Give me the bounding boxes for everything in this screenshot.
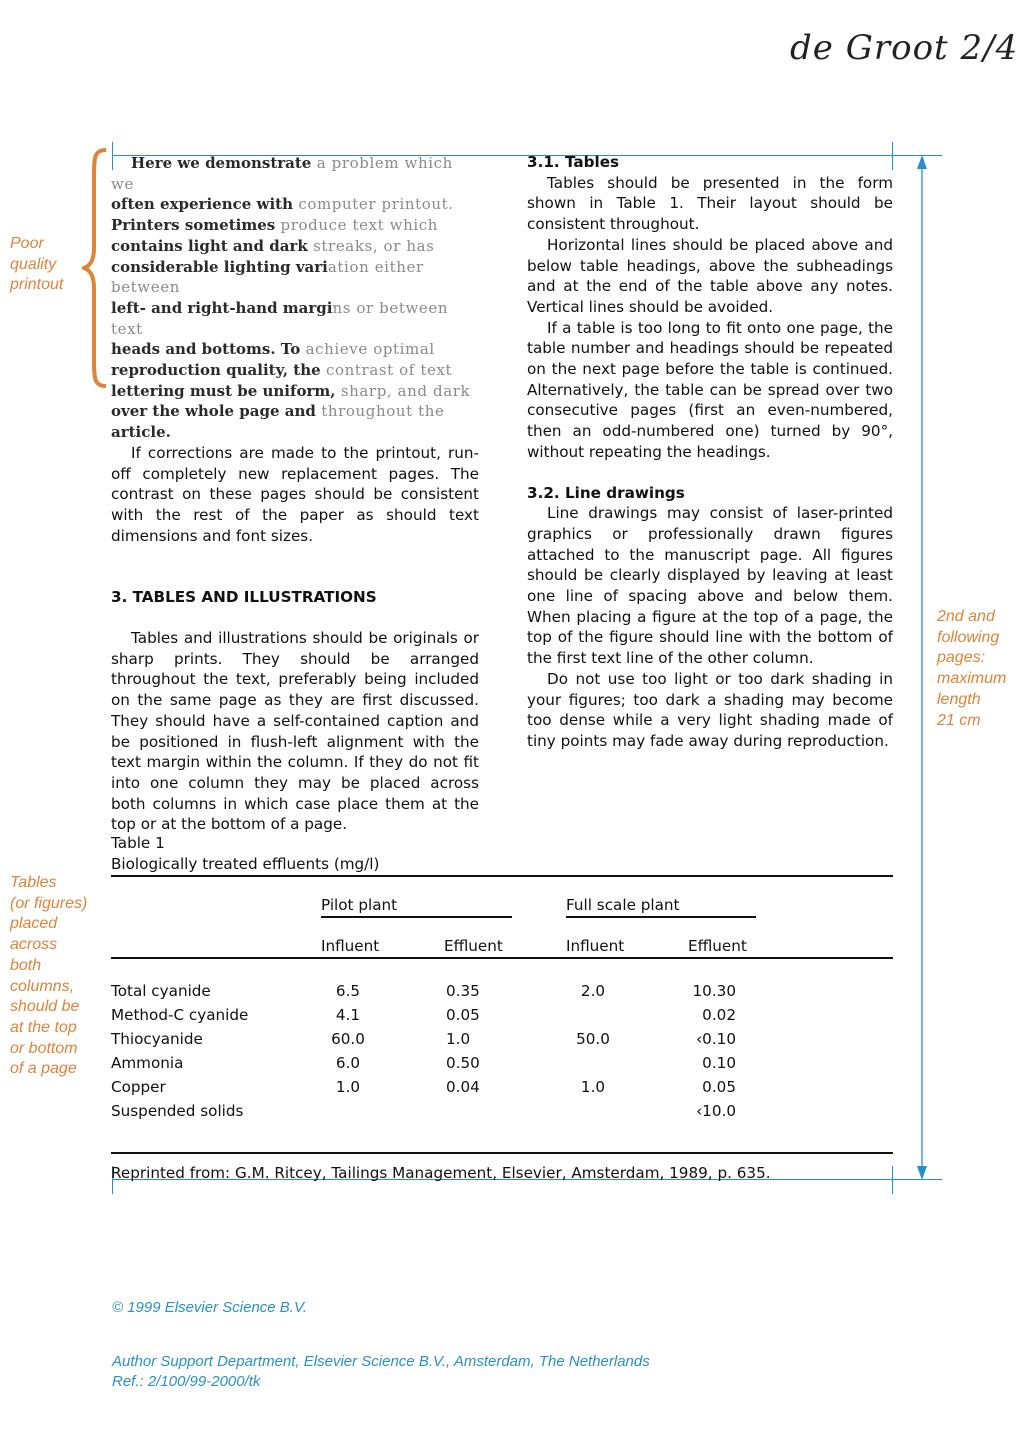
left-column bbox=[111, 153, 479, 835]
printout-line: left- and right-hand margins or between text bbox=[111, 298, 449, 338]
margin-note-second-pages: 2nd and following pages: maximum length 21 cm bbox=[937, 608, 1007, 729]
group-header-pilot: Pilot plant bbox=[321, 896, 398, 914]
subheader-effluent-full: Effluent bbox=[688, 937, 747, 955]
subheader-influent-full: Influent bbox=[566, 937, 625, 955]
table-row-label: Method-C cyanide bbox=[111, 1006, 249, 1024]
printout-line: lettering must be uniform, sharp, and dark bbox=[111, 381, 471, 400]
section-heading-tables-illustrations: 3. TABLES AND ILLUSTRATIONS bbox=[111, 588, 377, 607]
printout-line: Here we demonstrate a problem which we bbox=[111, 154, 453, 193]
table-cell: 1.0 bbox=[446, 1030, 471, 1048]
footer-ref: Ref.: 2/100/99-2000/tk bbox=[112, 1373, 261, 1390]
table-row-label: Total cyanide bbox=[111, 982, 211, 1000]
poor-printout-sample bbox=[111, 153, 479, 443]
printout-line: article. bbox=[111, 423, 171, 442]
table-cell: 0.02 bbox=[702, 1006, 736, 1024]
table-cell: 0.04 bbox=[446, 1078, 480, 1096]
footer-department: Author Support Department, Elsevier Science B.V., Amsterdam, The Netherlands bbox=[112, 1353, 650, 1370]
length-arrow-icon bbox=[914, 155, 930, 1181]
table-cell: 1.0 bbox=[580, 1078, 606, 1096]
footer-copyright: © 1999 Elsevier Science B.V. bbox=[112, 1299, 308, 1316]
printout-line: over the whole page and throughout the bbox=[111, 402, 445, 421]
printout-line: considerable lighting variation either between bbox=[111, 257, 424, 297]
table-cell: 0.10 bbox=[702, 1054, 736, 1072]
table-caption: Biologically treated effluents (mg/l) bbox=[111, 854, 380, 873]
table-cell: 60.0 bbox=[331, 1030, 365, 1048]
table-cell: 0.35 bbox=[446, 982, 480, 1000]
subsection-heading-line-drawings: 3.2. Line drawings bbox=[527, 483, 685, 502]
table-row-label: Thiocyanide bbox=[111, 1030, 203, 1048]
tables-illustrations-paragraph: Tables and illustrations should be originals or sharp prints. They should be arranged throughout the text, preferably being included on the same page as they are first discussed. They should have a self-contained caption and be positioned in flush-left alignment with the text margin within the column. If they do not fit into one column they may be placed across both columns in which case place them at the top or at the bottom of a page. bbox=[111, 629, 479, 834]
register-line-right-bottom bbox=[892, 1166, 893, 1194]
printout-line: heads and bottoms. To achieve optimal bbox=[111, 340, 435, 359]
handwritten-signature: de Groot 2/4 bbox=[790, 28, 1019, 68]
table-header-rule bbox=[111, 957, 893, 959]
table-cell: ‹0.10 bbox=[696, 1030, 736, 1048]
group-rule-full-scale bbox=[566, 916, 756, 918]
table-cell: 6.0 bbox=[335, 1054, 361, 1072]
table-top-rule bbox=[111, 875, 893, 877]
table-cell: 1.0 bbox=[335, 1078, 361, 1096]
table-label: Table 1 Biologically treated effluents (mg/l) bbox=[111, 834, 380, 873]
table-cell: 10.30 bbox=[692, 982, 736, 1000]
table-cell: 2.0 bbox=[580, 982, 606, 1000]
corrections-paragraph: If corrections are made to the printout, run-off completely new replacement pages. The contrast on these pages should be consistent with the rest of the paper as should text dimensions and font sizes. bbox=[111, 443, 479, 545]
table-row-label: Ammonia bbox=[111, 1054, 184, 1072]
table-row-label: Copper bbox=[111, 1078, 166, 1096]
brace-icon bbox=[82, 148, 110, 388]
printout-line: reproduction quality, the contrast of text bbox=[111, 361, 453, 380]
group-header-full-scale: Full scale plant bbox=[566, 896, 680, 914]
printout-line: contains light and dark streaks, or has bbox=[111, 236, 435, 255]
subheader-influent-pilot: Influent bbox=[321, 937, 380, 955]
printout-line: often experience with computer printout. bbox=[111, 195, 454, 214]
table-cell: 0.05 bbox=[446, 1006, 480, 1024]
tables-text: Tables should be presented in the form shown in Table 1. Their layout should be consistent throughout. Horizontal lines should be placed above and below table headings, above the subheadings and at the end of the table above any notes. Vertical lines should be avoided. If a table is too long to fit onto one page, the table number and headings should be repeated on the next page before the table is continued. Alternatively, the table can be spread over two consecutive pages (first an even-numbered, then an odd-numbered one) turned by 90°, without repeating the headings. bbox=[527, 173, 893, 461]
subsection-heading-tables: 3.1. Tables bbox=[527, 153, 620, 171]
table-bottom-rule bbox=[111, 1152, 893, 1154]
subheader-effluent-pilot: Effluent bbox=[444, 937, 503, 955]
table-row-label: Suspended solids bbox=[111, 1102, 244, 1120]
table-cell: 6.5 bbox=[335, 982, 361, 1000]
margin-note-poor-quality: Poor quality printout bbox=[10, 235, 64, 294]
table-note: Reprinted from: G.M. Ritcey, Tailings Management, Elsevier, Amsterdam, 1989, p. 635. bbox=[111, 1164, 771, 1182]
table-cell: 0.50 bbox=[446, 1054, 480, 1072]
right-column bbox=[527, 152, 893, 752]
group-rule-pilot bbox=[321, 916, 512, 918]
margin-note-tables-placement: Tables (or figures) placed across both columns, should be at the top or bottom of a page bbox=[10, 874, 88, 1078]
table-cell: 4.1 bbox=[335, 1006, 361, 1024]
table-cell: 0.05 bbox=[702, 1078, 736, 1096]
printout-line: Printers sometimes produce text which bbox=[111, 216, 438, 235]
line-drawings-text: Line drawings may consist of laser-printed graphics or professionally drawn figures attached to the manuscript page. All figures should be clearly displayed by leaving at least one line of spacing above and below them. When placing a figure at the top of a page, the top of the figure should line with the bottom of the first text line of the other column. Do not use too light or too dark shading in your figures; too dark a shading may become too dense while a very light shading made of tiny points may fade away during reproduction. bbox=[527, 504, 893, 750]
table-cell: 50.0 bbox=[576, 1030, 610, 1048]
table-cell: ‹10.0 bbox=[696, 1102, 736, 1120]
